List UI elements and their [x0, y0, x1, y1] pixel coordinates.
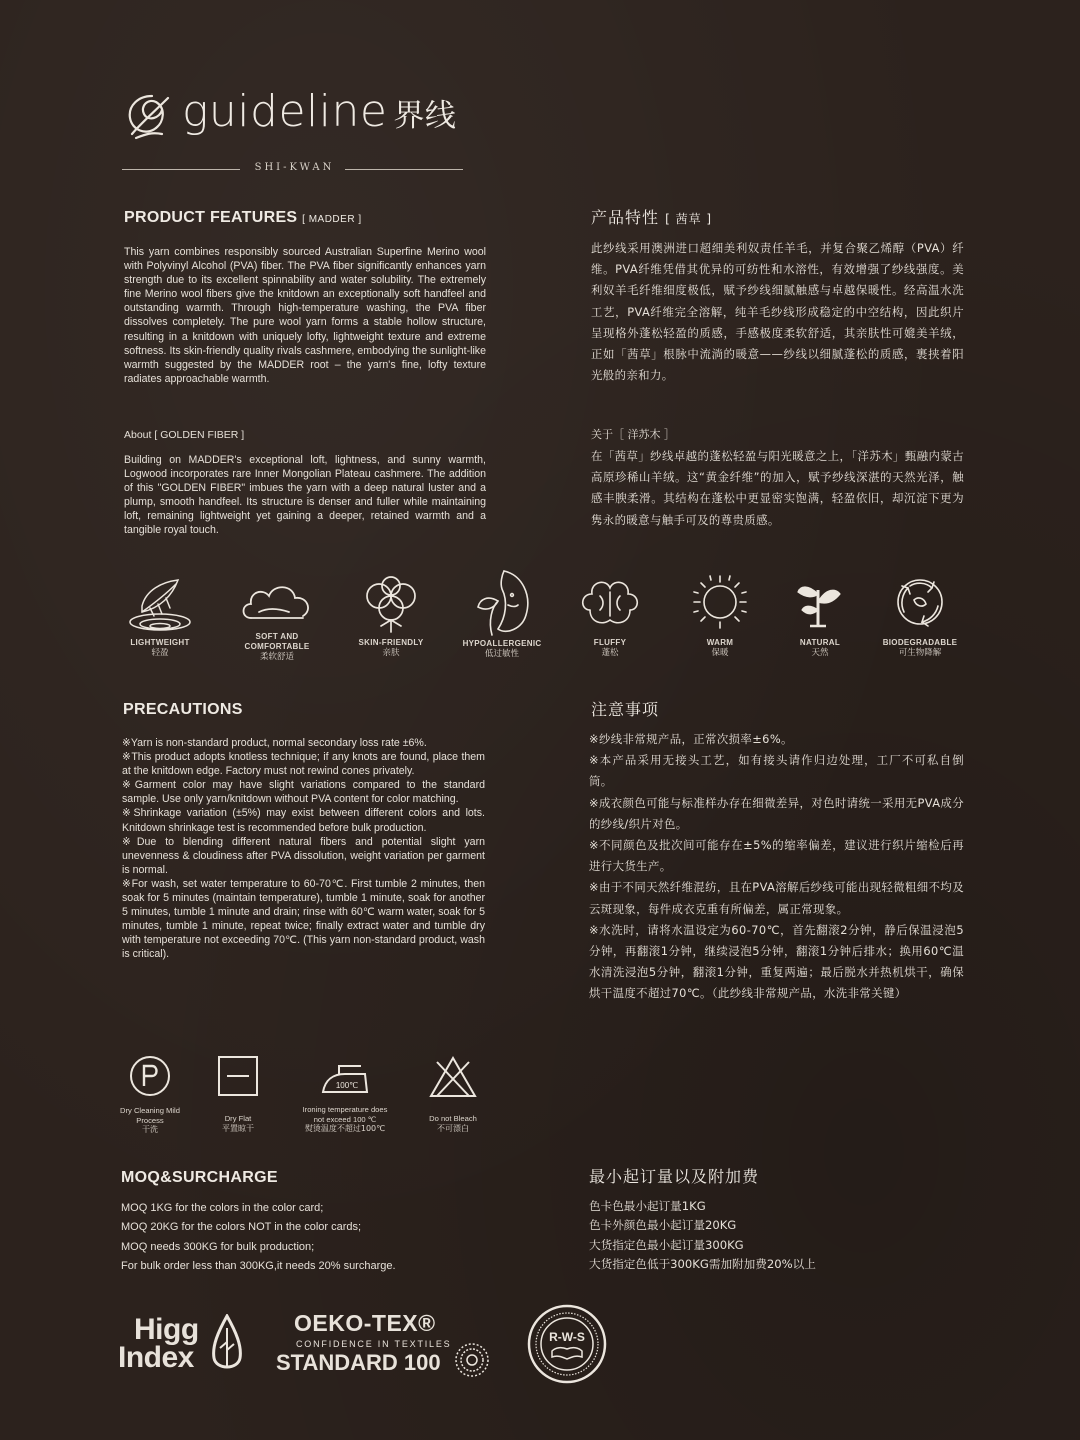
- features-title-cn: [591, 205, 712, 228]
- precautions-body-en: ※Yarn is non-standard product, normal secondary loss rate ±6%. ※This product adopts knotless technique; if any knots are found, place them at the knitdown edge. Factory must not rewind cones privately. ※Garment color may have slight variations compared to the standard sample. Use only yarn/knitdown without PVA content for color matching. ※Shrinkage variation (±5%) may exist between different colors and lots. Knitdown shrinkage test is recommended before bulk production. ※Due to blending different natural fibers and potential slight yarn unevenness & cloudiness after PVA dissolution, weight variation per garment is normal. ※For wash, set water temperature to 60-70℃. First tumble 2 minutes, then soak for 5 minutes (maintain temperature), tumble 1 minute, soak for another 5 minutes, tumble 1 minute and drain; rinse with 60℃ warm water, soak for 5 minutes, tumble 1 minute, repeat twice; finally extract water and tumble dry with temperature not exceeding 70℃. (This yarn non-standard product, wash is critical).: [122, 737, 485, 961]
- no-bleach-icon: [425, 1052, 481, 1102]
- moq-line-cn: 色卡外颜色最小起订量20KG: [589, 1218, 737, 1233]
- feature-label-en: BIODEGRADABLE: [882, 638, 958, 647]
- dry-clean-p-icon: [125, 1052, 175, 1102]
- moq-list-en: [121, 1199, 396, 1276]
- cloud-icon: [237, 572, 317, 632]
- rws-text: R-W-S: [549, 1330, 585, 1344]
- oeko-tex-logo: [276, 1310, 496, 1386]
- feature-label-cn: 柔软舒适: [259, 652, 294, 662]
- feature-label-en: SKIN-FRIENDLY: [358, 638, 424, 647]
- precautions-body-cn: ※纱线非常规产品，正常次损率±6%。 ※本产品采用无接头工艺，如有接头请作归边处理，工厂不可私自倒筒。 ※成衣颜色可能与标准样办存在细微差异，对色时请统一采用无PVA成分的纱线/织片对色。 ※不同颜色及批次间可能存在±5%的缩率偏差，建议进行织片缩检后再进行大货生产。 ※由于不同天然纤维混纺，且在PVA溶解后纱线可能出现轻微粗细不均及云斑现象，每件成衣克重有所偏差，属正常现象。 ※水洗时，请将水温设定为60-70℃，首先翻滚2分钟，静后保温浸泡5分钟，再翻滚1分钟，继续浸泡5分钟，翻滚1分钟后排水；换用60℃温水清洗浸泡5分钟，翻滚1分钟，重复两遍；最后脱水并热机烘干，确保烘干温度不超过70℃。（此纱线非常规产品，水洗非常关键）: [589, 732, 964, 1001]
- feature-warm: [670, 570, 770, 659]
- feature-biodegradable: [870, 570, 970, 659]
- moq-line-cn: 色卡色最小起订量1KG: [589, 1199, 706, 1213]
- cotton-ball-icon: [570, 570, 650, 638]
- feature-label-cn: 可生物降解: [898, 648, 942, 658]
- rws-seal-icon: [526, 1303, 608, 1385]
- feature-label-cn: 轻盈: [151, 648, 169, 658]
- leaf-face-icon: [462, 565, 542, 639]
- brand-logo: [122, 82, 472, 192]
- care-no-bleach: [413, 1052, 493, 1134]
- care-dry-cleaning: [110, 1052, 190, 1135]
- about-body-en: Building on MADDER's exceptional loft, lightness, and sunny warmth, Logwood incorporates rare Inner Mongolian Plateau cashmere. The addition of this "GOLDEN FIBER" imbues the yarn with a deep natural luster and a plump, smooth handfeel. Its structure is denser and fuller while maintaining loft, remaining lightweight yet gaining a deeper, retained warmth and a tangible royal touch.: [124, 454, 486, 537]
- brand-sub: SHI-KWAN: [254, 162, 335, 173]
- features-body-en: This yarn combines responsibly sourced Australian Superfine Merino wool with Polyvinyl Alcohol (PVA) fiber. The PVA fiber significantly enhances yarn strength due to its excellent spinnability and water solubility. The extremely fine Merino wool fibers give the knitdown an exceptionally soft handfeel and outstanding warmth. Through high-temperature washing, the PVA fiber dissolves completely. The pure wool yarn forms a stable hollow structure, resulting in a knitdown with uniquely lofty, lightweight texture and extreme softness. Its skin-friendly quality rivals cashmere, embodying the sunlight-like warmth suggested by the MADDER root – the yarn's fine, lofty texture radiates approachable warmth.: [124, 246, 486, 385]
- feature-label-cn: 亲肤: [382, 648, 400, 658]
- moq-line-en: MOQ needs 300KG for bulk production;: [121, 1240, 315, 1253]
- dry-flat-icon: [213, 1052, 263, 1102]
- cotton-icon: [351, 572, 431, 638]
- moq-title-en: MOQ&SURCHARGE: [121, 1169, 278, 1186]
- feature-skin-friendly: [341, 572, 441, 659]
- sun-icon: [680, 570, 760, 638]
- moq-line-cn: 大货指定色最小起订量300KG: [589, 1237, 744, 1252]
- iron-icon: [315, 1052, 375, 1102]
- feature-hypoallergenic: [452, 565, 552, 660]
- features-body-cn: 此纱线采用澳洲进口超细美利奴责任羊毛，并复合聚乙烯醇（PVA）纤维。PVA纤维凭借其优异的可纺性和水溶性，有效增强了纱线强度。美利奴羊毛纤维细度极低，赋予纱线细腻触感与卓越保暖性。经高温水洗工艺，PVA纤维完全溶解，纯羊毛纱线形成稳定的中空结构，因此织片呈现格外蓬松轻盈的质感，手感极度柔软舒适，其亲肤性可媲美羊绒，正如「茜草」根脉中流淌的暖意——纱线以细腻蓬松的质感，裹挟着阳光般的亲和力。: [591, 241, 964, 383]
- moq-list-cn: [589, 1197, 816, 1274]
- higg-text: Higg: [134, 1313, 199, 1346]
- feature-label-cn: 天然: [811, 648, 829, 658]
- feature-fluffy: [560, 570, 660, 659]
- oeko-seal-icon: [452, 1340, 492, 1380]
- moq-line-cn: 大货指定色低于300KG需加附加费20%以上: [589, 1256, 816, 1271]
- higg-index-logo: [118, 1314, 248, 1378]
- feature-label-en: SOFT AND COMFORTABLE: [244, 632, 310, 651]
- feature-label-en: HYPOALLERGENIC: [462, 639, 542, 648]
- care-label-en: Ironing temperature does not exceed 100 ℃: [302, 1105, 388, 1124]
- brand-wordmark: [182, 86, 456, 137]
- moq-line-en: For bulk order less than 300KG,it needs 20% surcharge.: [121, 1259, 396, 1272]
- about-body-cn: 在「茜草」纱线卓越的蓬松轻盈与阳光暖意之上，「洋苏木」甄融内蒙古高原珍稀山羊绒。这“黄金纤维”的加入，赋予纱线深湛的天然光泽，触感丰腴柔滑。其结构在蓬松中更显密实饱满，轻盈依旧，却沉淀下更为隽永的暖意与触手可及的尊贵质感。: [591, 449, 964, 527]
- feature-label-cn: 蓬松: [601, 648, 619, 658]
- care-label-cn: 熨烫温度不超过100℃: [304, 1124, 386, 1133]
- features-heading-en: PRODUCT FEATURES: [124, 209, 298, 226]
- feature-label-en: NATURAL: [799, 638, 841, 647]
- brand-name: guideline: [182, 86, 388, 137]
- care-label-cn: 不可漂白: [437, 1123, 469, 1133]
- divider-right: [345, 169, 463, 170]
- feather-icon: [120, 572, 200, 638]
- feature-lightweight: [110, 572, 210, 659]
- features-title-en: [124, 209, 362, 227]
- features-tag-cn: [ 茜草 ]: [665, 212, 713, 226]
- sprout-icon: [780, 570, 860, 638]
- oeko-title: OEKO-TEX®: [294, 1310, 436, 1336]
- feature-label-en: FLUFFY: [593, 638, 627, 647]
- features-heading-cn: 产品特性: [591, 208, 660, 227]
- care-ironing: [300, 1052, 390, 1134]
- feature-label-en: LIGHTWEIGHT: [130, 638, 190, 647]
- iron-temp-label: 100℃: [335, 1081, 359, 1090]
- care-dry-flat: [198, 1052, 278, 1134]
- precautions-title-cn: 注意事项: [591, 700, 660, 719]
- feature-label-cn: 低过敏性: [484, 649, 519, 659]
- care-label-en: Dry Flat: [224, 1114, 252, 1123]
- feature-soft: [227, 572, 327, 663]
- moq-line-en: MOQ 1KG for the colors in the color card;: [121, 1202, 324, 1214]
- care-label-en: Do not Bleach: [429, 1114, 477, 1123]
- higg-drop-icon: [210, 1314, 244, 1376]
- rws-logo: [526, 1303, 608, 1385]
- feature-natural: [770, 570, 870, 659]
- higg-index-text: Index: [118, 1341, 194, 1374]
- feature-label-en: WARM: [706, 638, 734, 647]
- moq-title-cn: 最小起订量以及附加费: [589, 1167, 760, 1186]
- about-heading-cn: 关于［ 洋苏木 ］: [591, 428, 675, 441]
- guideline-mark-icon: [122, 88, 176, 142]
- recycle-icon: [880, 570, 960, 638]
- precautions-title-en: PRECAUTIONS: [123, 701, 243, 718]
- about-heading-en: About [ GOLDEN FIBER ]: [124, 429, 245, 441]
- moq-line-en: MOQ 20KG for the colors NOT in the color cards;: [121, 1221, 362, 1234]
- care-label-en: Dry Cleaning Mild Process: [120, 1106, 180, 1125]
- oeko-standard: STANDARD 100: [276, 1350, 441, 1375]
- features-tag-en: [ MADDER ]: [302, 214, 362, 225]
- brand-subline: [122, 162, 467, 176]
- feature-label-cn: 保暖: [711, 648, 729, 658]
- care-label-cn: 平置晾干: [222, 1123, 254, 1133]
- brand-name-cn: 界线: [393, 98, 457, 134]
- oeko-tagline: CONFIDENCE IN TEXTILES: [296, 1339, 452, 1349]
- care-label-cn: 干洗: [142, 1125, 158, 1134]
